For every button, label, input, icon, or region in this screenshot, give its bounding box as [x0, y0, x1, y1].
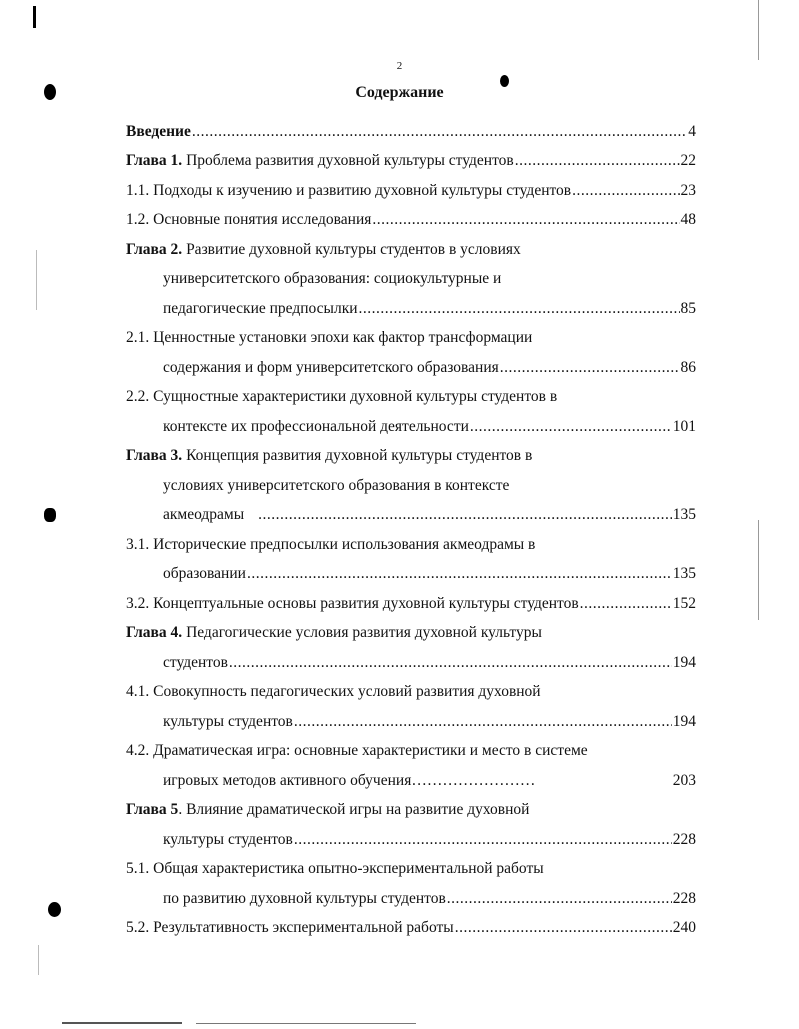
scan-mark: [33, 6, 36, 28]
toc-entry-bold: Глава 3.: [126, 447, 183, 464]
toc-page-number: 4: [688, 122, 696, 140]
toc-entry-continuation: [126, 555, 696, 585]
toc-entry-continuation: [126, 407, 696, 437]
leader-dots: [500, 358, 680, 378]
scan-line: [62, 1022, 182, 1024]
toc-entry: [126, 584, 696, 614]
toc-entry-text: содержания и форм университетского образования: [163, 358, 499, 376]
toc-entry-text: 2.2. Сущностные характеристики духовной культуры студентов в: [126, 388, 558, 405]
toc-page-number: 152: [672, 594, 696, 612]
toc-entry-bold: Глава 2.: [126, 240, 183, 258]
toc-entry-text: 4.1. Совокупность педагогических условий развития духовной: [126, 683, 541, 700]
toc-entry-bold: Глава 4.: [126, 624, 183, 641]
toc-entry-text: 3.2. Концептуальные основы развития духовной культуры студентов: [126, 594, 579, 612]
toc-entry: [126, 850, 696, 880]
toc-entry-text: контексте их профессиональной деятельности: [163, 417, 469, 435]
toc-entry: [126, 230, 696, 260]
toc-entry-text: культуры студентов: [163, 712, 293, 730]
toc-page-number: 135: [672, 565, 696, 582]
scan-edge: [36, 250, 37, 310]
toc-page-number: 22: [680, 152, 696, 169]
toc-page-number: 23: [680, 181, 696, 199]
toc-entry-continuation: [126, 643, 696, 673]
toc-entry-text: студентов: [163, 653, 228, 671]
toc-entry-continuation: [126, 761, 696, 791]
leader-dots: [192, 122, 687, 142]
toc-entry-text: культуры студентов: [163, 830, 293, 848]
toc-entry-text: 3.1. Исторические предпосылки использования акмеодрамы в: [126, 535, 536, 553]
scan-blot: [500, 75, 509, 87]
toc-entry-text: 2.1. Ценностные установки эпохи как фактор трансформации: [126, 329, 533, 346]
leader-dots: [572, 181, 679, 201]
toc-entry-text: 1.2. Основные понятия исследования: [126, 211, 372, 228]
toc-entry: [126, 732, 696, 762]
toc-entry: [126, 142, 696, 172]
toc-page-number: 135: [672, 506, 696, 523]
toc-entry: [126, 614, 696, 644]
toc-entry: [126, 791, 696, 821]
scan-blot: [48, 902, 61, 917]
leader-dots: [359, 299, 680, 319]
toc-entry-text: акмеодрамы: [163, 506, 245, 523]
scan-edge: [38, 945, 39, 975]
leader-dots: [294, 830, 672, 850]
scan-line: [196, 1023, 416, 1024]
toc-entry-continuation: [126, 466, 696, 496]
toc-entry-continuation: [126, 348, 696, 378]
page-number: 2: [396, 60, 403, 72]
toc-entry-text: Развитие духовной культуры студентов в условиях: [182, 240, 521, 258]
toc-entry: [126, 171, 696, 201]
toc-entry-text: игровых методов активного обучения……………………: [163, 771, 536, 789]
scan-edge: [758, 520, 759, 620]
toc-entry: [126, 319, 696, 349]
toc-entry-text: образовании: [163, 565, 246, 582]
toc-entry-text: Педагогические условия развития духовной культуры: [182, 624, 542, 641]
leader-dots: [515, 151, 680, 171]
toc-entry: [126, 437, 696, 467]
page-title: Содержание: [355, 84, 444, 101]
toc-page-number: 86: [680, 358, 696, 376]
toc-page-number: 101: [672, 417, 696, 435]
toc-page-number: 203: [672, 771, 696, 789]
leader-dots: [294, 712, 672, 732]
scan-edge: [758, 0, 759, 60]
toc-entry-text: условиях университетского образования в контексте: [163, 476, 510, 494]
toc-entry-text: . Влияние драматической игры на развитие духовной: [178, 801, 530, 818]
leader-dots: [258, 505, 672, 525]
leader-dots: [372, 210, 679, 230]
toc-page-number: 48: [680, 211, 696, 228]
toc-page-number: 228: [672, 830, 696, 848]
leader-dots: [229, 653, 672, 673]
leader-dots: [455, 918, 672, 938]
toc-entry-text: 5.1. Общая характеристика опытно-экспериментальной работы: [126, 860, 544, 877]
toc-entry-continuation: [126, 820, 696, 850]
toc-entry-continuation: [126, 260, 696, 290]
toc-entry-text: 1.1. Подходы к изучению и развитию духовной культуры студентов: [126, 181, 572, 199]
toc-page-number: 194: [672, 712, 696, 730]
toc-entry-bold: Глава 5: [126, 801, 179, 818]
toc-entry-text: 4.2. Драматическая игра: основные характеристики и место в системе: [126, 742, 588, 759]
leader-dots: [447, 889, 672, 909]
toc-page-number: 240: [672, 919, 696, 936]
toc-entry-text: педагогические предпосылки: [163, 299, 358, 317]
toc-entry-continuation: [126, 289, 696, 319]
toc-entry: [126, 112, 696, 142]
table-of-contents: [126, 112, 696, 938]
toc-entry-text: университетского образования: социокультурные и: [163, 270, 502, 287]
leader-dots: [247, 564, 672, 584]
toc-entry: [126, 909, 696, 939]
toc-entry: [126, 525, 696, 555]
toc-entry-bold: Введение: [126, 122, 191, 140]
toc-entry: [126, 378, 696, 408]
toc-entry-continuation: [126, 879, 696, 909]
toc-entry-text: Проблема развития духовной культуры студентов: [182, 152, 514, 169]
scan-blot: [44, 508, 56, 522]
toc-entry-continuation: [126, 702, 696, 732]
leader-dots: [470, 417, 672, 437]
leader-dots: [580, 594, 672, 614]
toc-page-number: 194: [672, 653, 696, 671]
toc-page-number: 228: [672, 889, 696, 907]
toc-entry-continuation: [126, 496, 696, 526]
toc-entry-bold: Глава 1.: [126, 152, 183, 169]
toc-page-number: 85: [680, 299, 696, 317]
toc-entry: [126, 673, 696, 703]
toc-entry-text: 5.2. Результативность экспериментальной работы: [126, 919, 454, 936]
toc-entry-text: по развитию духовной культуры студентов: [163, 889, 446, 907]
toc-entry-text: Концепция развития духовной культуры студентов в: [182, 447, 533, 464]
scan-blot: [44, 84, 56, 100]
toc-entry: [126, 201, 696, 231]
